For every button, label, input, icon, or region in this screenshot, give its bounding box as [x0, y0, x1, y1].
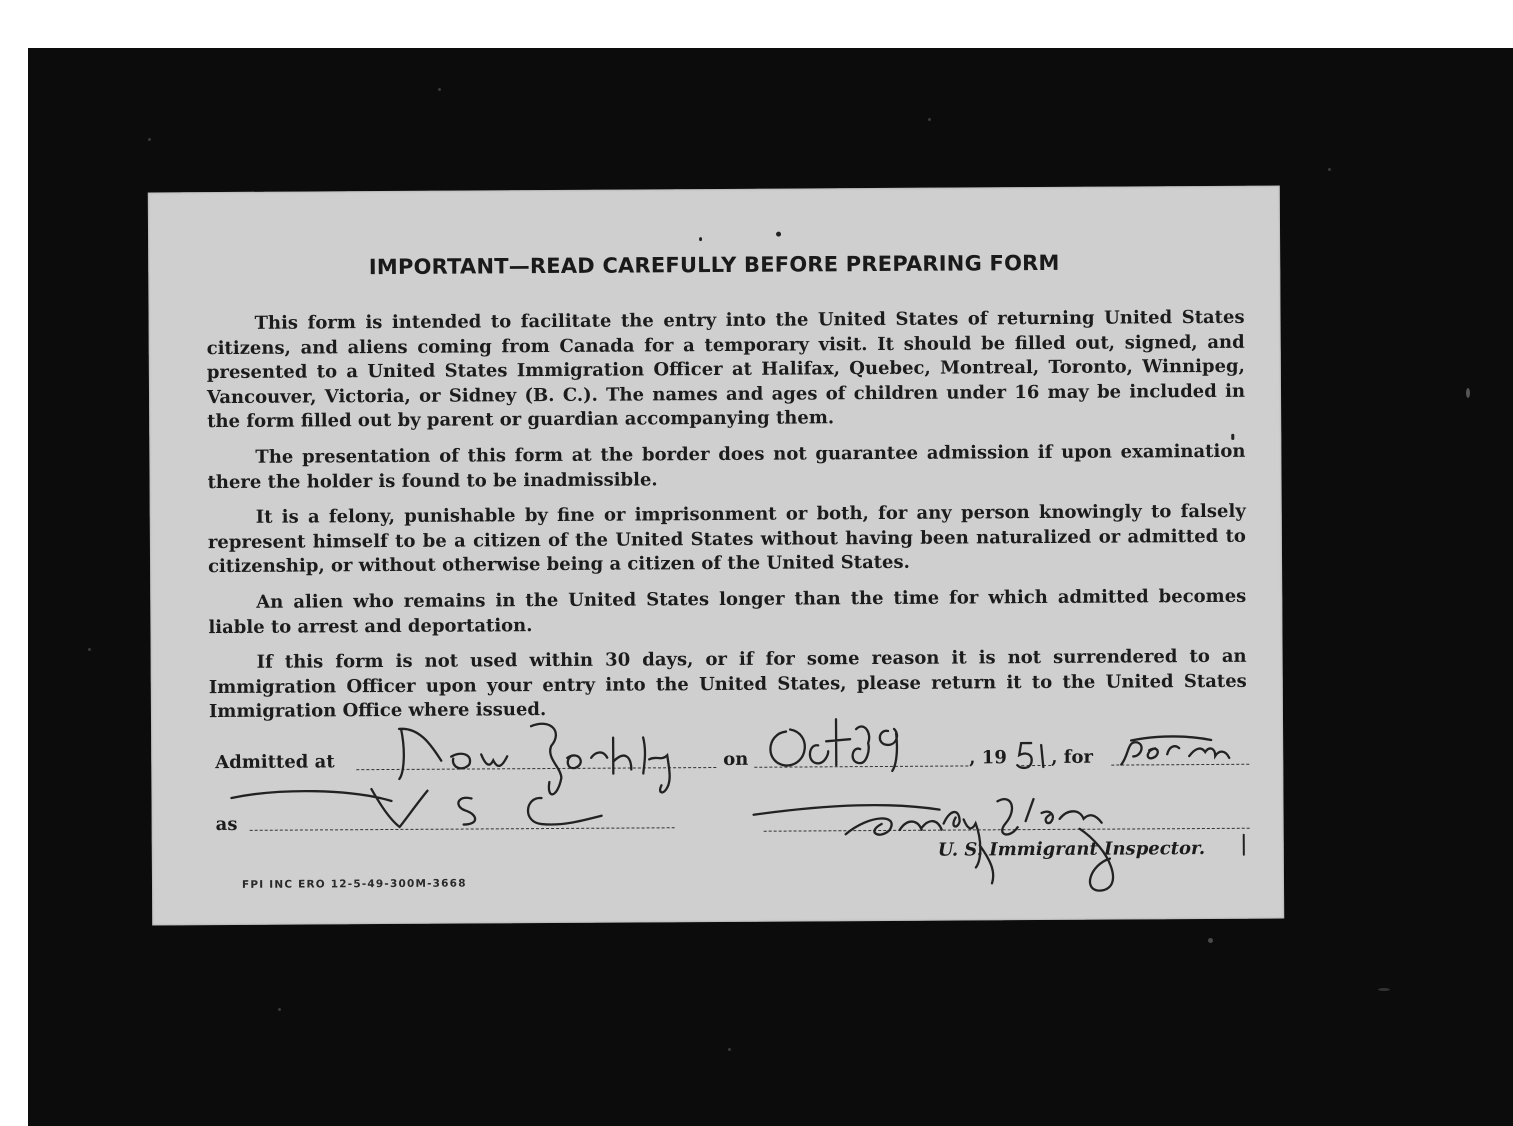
paragraph-felony: It is a felony, punishable by fine or imprisonment or both, for any person knowingly to falsely represent himself to be a citizen of the United States without having been naturalized or admitted to citizenship, or without otherwise being a citizen of the United States. [207, 500, 1246, 578]
on-label: on [723, 748, 749, 770]
handwritten-as-usc [221, 775, 691, 848]
inspector-label: U. S. Immigrant Inspector. [937, 838, 1206, 861]
paragraph-admission: The presentation of this form at the border does not guarantee admission if upon examination there the holder is found to be inadmissible. [207, 440, 1246, 493]
form-title: IMPORTANT—READ CAREFULLY BEFORE PREPARING FORM [368, 250, 1060, 280]
paragraph-return-form: If this form is not used within 30 days, or if for some reason it is not surrendered to an Immigration Officer upon your entry into the United States, please return it to the United States Immigration Office where issued. [208, 645, 1247, 723]
print-code: FPI INC ERO 12-5-49-300M-3668 [241, 877, 467, 891]
paragraph-alien-stay: An alien who remains in the United States longer than the time for which admitted becomes liable to arrest and deportation. [208, 585, 1247, 638]
ink-dot [776, 232, 781, 237]
as-label: as [215, 813, 238, 836]
handwritten-year-51 [1011, 737, 1061, 777]
admitted-at-label: Admitted at [215, 751, 335, 774]
immigration-form-card [148, 186, 1284, 926]
for-label: , for [1051, 746, 1094, 768]
handwritten-date-oct-9 [756, 693, 926, 774]
handwritten-inspector-signature [749, 778, 1220, 921]
ink-mark [1243, 834, 1245, 856]
ink-dot [699, 237, 702, 241]
year-prefix: , 19 [969, 747, 1007, 769]
ink-mark [1231, 434, 1234, 440]
paragraph-purpose: This form is intended to facilitate the entry into the United States of returning United States citizens, and aliens coming from Canada for a temporary visit. It should be filled out, signed, and presented to a United States Immigration Officer at Halifax, Quebec, Montreal, Toronto, Winnipeg, Vancouver, Victoria, or Sidney (B. C.). The names and ages of children under 16 may be included in the form filled out by parent or guardian accompanying them. [206, 306, 1246, 433]
handwritten-for-perm [1111, 726, 1241, 777]
